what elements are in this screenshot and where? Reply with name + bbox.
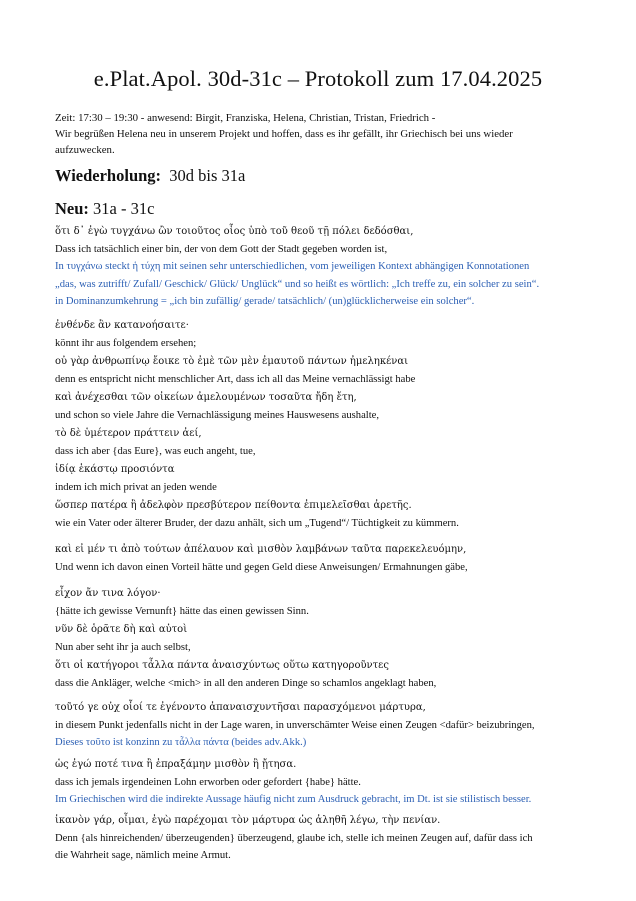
german-translation: Nun aber seht ihr ja auch selbst, <box>55 641 191 653</box>
greek-text: ὥσπερ πατέρα ἢ ἀδελφὸν πρεσβύτερον πείθοντα ἐπιμελεῖσθαι ἀρετῆς. <box>55 500 412 511</box>
greek-text: ὅτι δ᾽ ἐγὼ τυγχάνω ὢν τοιοῦτος οἷος ὑπὸ τοῦ θεοῦ τῇ πόλει δεδόσθαι, <box>55 226 414 237</box>
german-translation: {hätte ich gewisse Vernunft} hätte das einen gewissen Sinn. <box>55 605 309 617</box>
greek-text: ἐνθένδε ἂν κατανοήσαιτε· <box>55 320 189 331</box>
commentary-note: in Dominanzumkehrung = „ich bin zufällig/ gerade/ tatsächlich/ (un)glücklicherweise ein solcher“. <box>55 296 475 308</box>
translation-block <box>55 497 600 532</box>
german-translation: könnt ihr aus folgendem ersehen; <box>55 337 197 349</box>
commentary-note: „das, was zutrifft/ Zufall/ Geschick/ Glück/ Unglück“ und so heißt es wörtlich: „Ich treffe zu, ein solcher zu sein“. <box>55 278 540 290</box>
german-translation: wie ein Vater oder älterer Bruder, der dazu anhält, sich um „Tugend“/ Tüchtigkeit zu kümmern. <box>55 517 459 529</box>
greek-text: εἶχον ἄν τινα λόγον· <box>55 588 161 599</box>
neu-label: Neu: <box>55 199 89 218</box>
german-translation: denn es entspricht nicht menschlicher Art, dass ich all das Meine vernachlässigt habe <box>55 373 416 385</box>
translation-block <box>55 585 600 620</box>
translation-block <box>55 353 600 388</box>
translation-block <box>55 812 600 865</box>
intro-paragraph <box>55 110 595 158</box>
greek-text: καὶ ἀνέχεσθαι τῶν οἰκείων ἀμελουμένων τοσαῦτα ἤδη ἔτη, <box>55 392 357 403</box>
german-translation: dass ich aber {das Eure}, was euch angeht, tue, <box>55 445 256 457</box>
translation-block <box>55 425 600 460</box>
intro-line: Wir begrüßen Helena neu in unserem Projekt und hoffen, dass es ihr gefällt, ihr Griechisch bei uns wieder <box>55 128 513 140</box>
document-title: e.Plat.Apol. 30d-31c – Protokoll zum 17.04.2025 <box>93 66 543 91</box>
intro-line: aufzuwecken. <box>55 144 115 156</box>
translation-block <box>55 223 600 311</box>
german-translation: dass die Ankläger, welche <mich> in all den anderen Dinge so schamlos angeklagt haben, <box>55 677 437 689</box>
translation-block <box>55 317 600 352</box>
translation-block <box>55 541 600 576</box>
wiederholung-range: 30d bis 31a <box>169 166 246 185</box>
greek-text: καὶ εἰ μέν τι ἀπὸ τούτων ἀπέλαυον καὶ μισθὸν λαμβάνων ταῦτα παρεκελευόμην, <box>55 544 467 555</box>
intro-line: Zeit: 17:30 – 19:30 - anwesend: Birgit, Franziska, Helena, Christian, Tristan, Friedrich - <box>55 112 436 124</box>
wiederholung-heading <box>55 166 245 186</box>
translation-block <box>55 621 600 656</box>
neu-range: 31a - 31c <box>93 199 155 218</box>
greek-text: τὸ δὲ ὑμέτερον πράττειν ἀεί, <box>55 428 202 439</box>
translation-block <box>55 657 600 692</box>
commentary-note: Im Griechischen wird die indirekte Aussage häufig nicht zum Ausdruck gebracht, im Dt. ist sie stilistisch besser. <box>55 794 532 806</box>
german-translation: und schon so viele Jahre die Vernachlässigung meines Hauswesens aushalte, <box>55 409 380 421</box>
translation-block <box>55 461 600 496</box>
german-translation: Dass ich tatsächlich einer bin, der von dem Gott der Stadt gegeben worden ist, <box>55 243 388 255</box>
commentary-note: In τυγχάνω steckt ἡ τύχη mit seinen sehr unterschiedlichen, vom jeweiligen Kontext abhängigen Konnotationen <box>55 261 530 273</box>
greek-text: ὡς ἐγώ ποτέ τινα ἢ ἐπραξάμην μισθὸν ἢ ᾔτησα. <box>55 759 297 770</box>
german-translation: in diesem Punkt jedenfalls nicht in der Lage waren, in unverschämter Weise einen Zeugen <dafür> beizubringen, <box>55 719 535 731</box>
greek-text: ἱκανὸν γάρ, οἶμαι, ἐγὼ παρέχομαι τὸν μάρτυρα ὡς ἀληθῆ λέγω, τὴν πενίαν. <box>55 815 441 826</box>
german-translation: die Wahrheit sage, nämlich meine Armut. <box>55 850 231 862</box>
german-translation: Und wenn ich davon einen Vorteil hätte und gegen Geld diese Anweisungen/ Ermahnungen gäbe, <box>55 561 468 573</box>
neu-heading <box>55 199 154 219</box>
german-translation: dass ich jemals irgendeinen Lohn erworben oder gefordert {habe} hätte. <box>55 776 361 788</box>
wiederholung-label: Wiederholung: <box>55 166 162 185</box>
greek-text: ἰδίᾳ ἑκάστῳ προσιόντα <box>55 464 175 475</box>
translation-block <box>55 389 600 424</box>
greek-text: νῦν δὲ ὁρᾶτε δὴ καὶ αὐτοὶ <box>55 624 188 635</box>
translation-block <box>55 756 600 809</box>
greek-text: ὅτι οἱ κατήγοροι τἆλλα πάντα ἀναισχύντως οὕτω κατηγοροῦντες <box>55 660 389 671</box>
commentary-note: Dieses τοῦτο ist konzinn zu τἆλλα πάντα (beides adv.Akk.) <box>55 737 307 749</box>
greek-text: οὐ γὰρ ἀνθρωπίνῳ ἔοικε τὸ ἐμὲ τῶν μὲν ἐμαυτοῦ πάντων ἠμεληκέναι <box>55 356 409 367</box>
german-translation: indem ich mich privat an jeden wende <box>55 481 217 493</box>
translation-block <box>55 699 600 752</box>
german-translation: Denn {als hinreichenden/ überzeugenden} überzeugend, glaube ich, stelle ich meinen Zeugen auf, dafür dass ich <box>55 832 533 844</box>
greek-text: τοῦτό γε οὐχ οἷοί τε ἐγένοντο ἀπαναισχυντῆσαι παρασχόμενοι μάρτυρα, <box>55 702 426 713</box>
